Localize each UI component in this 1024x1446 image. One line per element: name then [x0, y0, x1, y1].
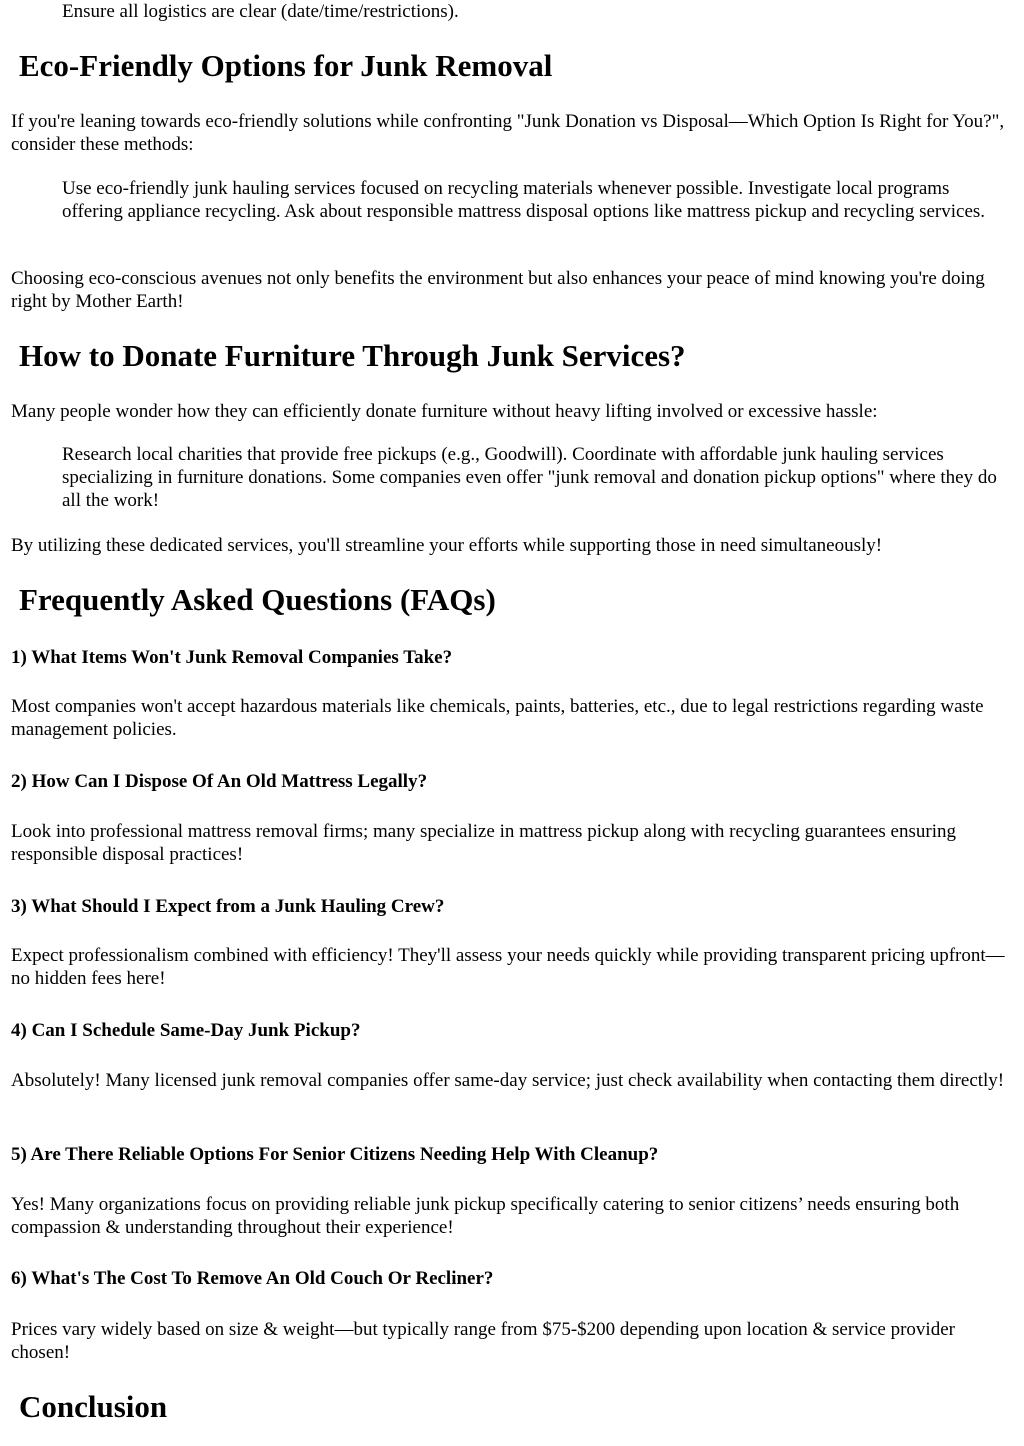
donate-heading: How to Donate Furniture Through Junk Services?	[19, 338, 686, 373]
eco-heading: Eco-Friendly Options for Junk Removal	[19, 48, 553, 83]
faq-question: 1) What Items Won't Junk Removal Companies Take?	[11, 647, 453, 668]
donate-steps: Research local charities that provide free pickups (e.g., Goodwill). Coordinate with affordable junk hauling services specializing in furniture donations. Some companies even offer "junk removal and donation pickup options" where they do all the work!	[62, 444, 997, 511]
conclusion-heading: Conclusion	[19, 1389, 168, 1424]
faq-answer: Look into professional mattress removal firms; many specialize in mattress pickup along with recycling guarantees ensuring responsible disposal practices!	[11, 821, 956, 865]
faq-question: 5) Are There Reliable Options For Senior Citizens Needing Help With Cleanup?	[11, 1144, 659, 1165]
faq-answer: Most companies won't accept hazardous materials like chemicals, paints, batteries, etc., due to legal restrictions regarding waste management policies.	[11, 696, 984, 740]
faq-question: 3) What Should I Expect from a Junk Hauling Crew?	[11, 896, 445, 917]
donate-outro: By utilizing these dedicated services, you'll streamline your efforts while supporting those in need simultaneously!	[11, 535, 883, 556]
donate-intro: Many people wonder how they can efficiently donate furniture without heavy lifting involved or excessive hassle:	[11, 401, 878, 422]
logistics-text: Ensure all logistics are clear (date/time/restrictions).	[62, 1, 459, 22]
faq-heading: Frequently Asked Questions (FAQs)	[19, 582, 496, 617]
eco-intro: If you're leaning towards eco-friendly solutions while confronting "Junk Donation vs Disposal—Which Option Is Right for You?", consider these methods:	[11, 111, 1005, 155]
faq-answer: Prices vary widely based on size & weight—but typically range from $75-$200 depending upon location & service provider chosen!	[11, 1319, 955, 1363]
faq-answer: Absolutely! Many licensed junk removal companies offer same-day service; just check availability when contacting them directly!	[11, 1070, 1005, 1091]
faq-answer: Expect professionalism combined with efficiency! They'll assess your needs quickly while providing transparent pricing upfront—no hidden fees here!	[11, 945, 1005, 989]
faq-question: 2) How Can I Dispose Of An Old Mattress Legally?	[11, 771, 428, 792]
faq-question: 4) Can I Schedule Same-Day Junk Pickup?	[11, 1020, 361, 1041]
eco-outro: Choosing eco-conscious avenues not only benefits the environment but also enhances your peace of mind knowing you're doing right by Mother Earth!	[11, 268, 985, 312]
faq-question: 6) What's The Cost To Remove An Old Couch Or Recliner?	[11, 1268, 494, 1289]
faq-answer: Yes! Many organizations focus on providing reliable junk pickup specifically catering to senior citizens’ needs ensuring both compassion & understanding throughout their experience!	[11, 1194, 960, 1238]
eco-methods: Use eco-friendly junk hauling services focused on recycling materials whenever possible. Investigate local programs offering appliance recycling. Ask about responsible mattress disposal options like mattress pickup and recycling services.	[62, 178, 986, 222]
